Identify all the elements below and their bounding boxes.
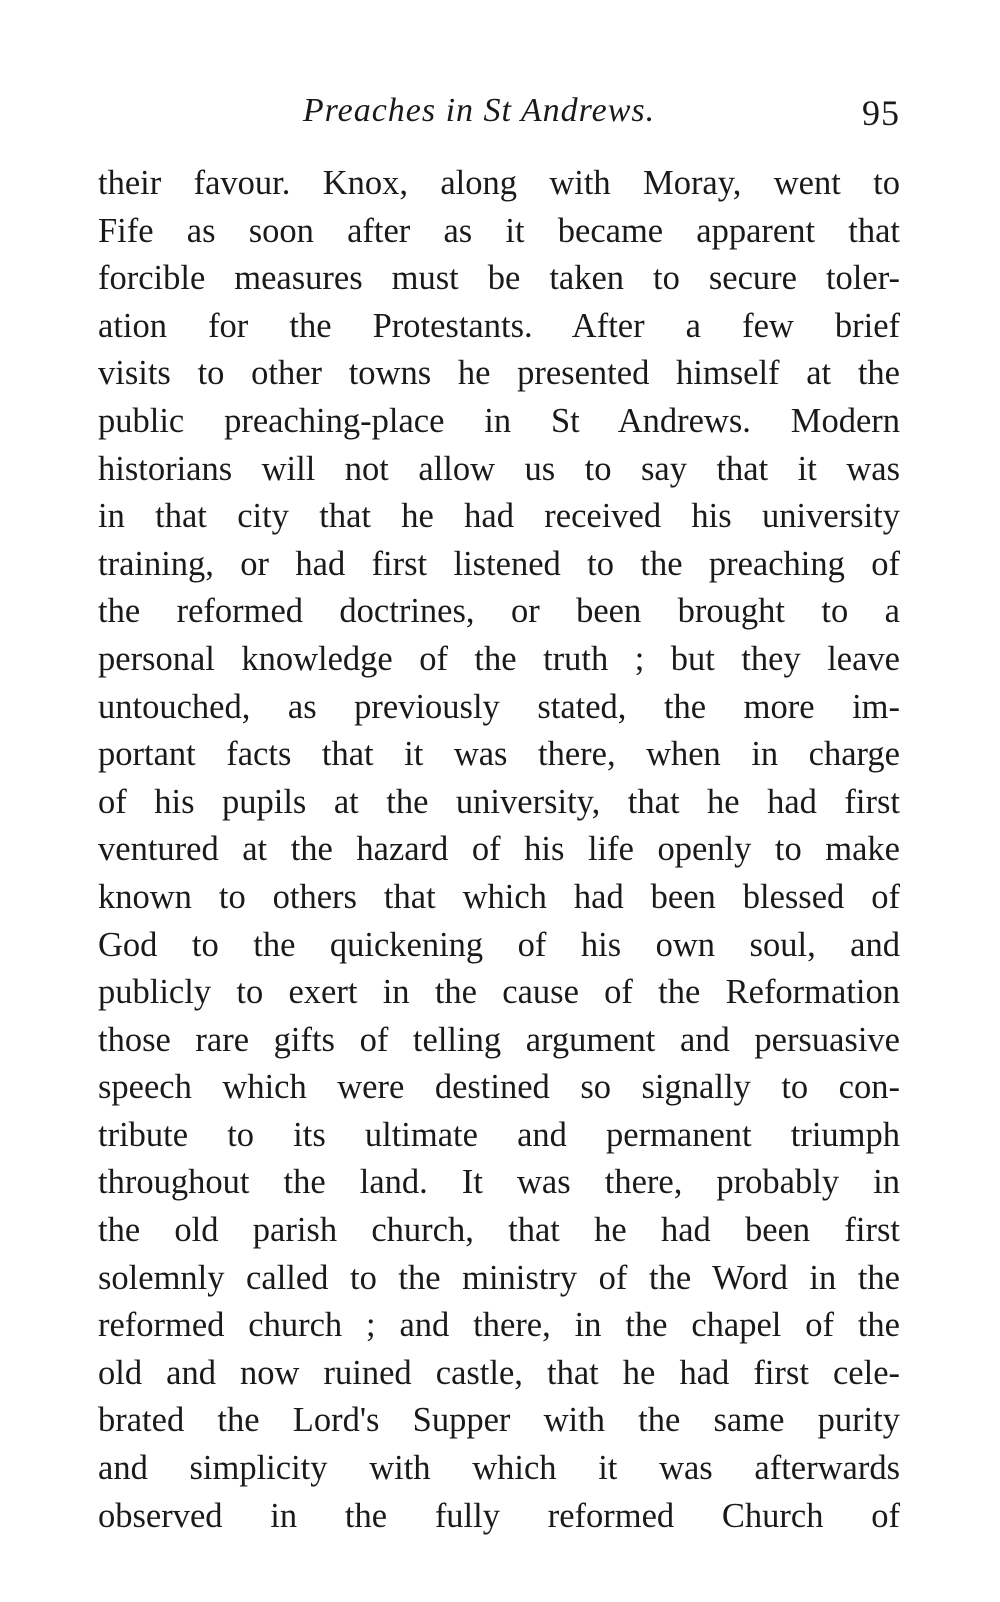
text-line: visits to other towns he presented himself at the: [98, 354, 900, 393]
text-line: throughout the land. It was there, probably in: [98, 1163, 900, 1202]
text-line: their favour. Knox, along with Moray, went to: [98, 164, 900, 202]
text-line: the old parish church, that he had been first: [98, 1211, 900, 1250]
text-line: in that city that he had received his university: [98, 497, 900, 536]
text-line: those rare gifts of telling argument and persuasive: [98, 1020, 900, 1059]
text-line: and simplicity with which it was afterwards: [98, 1449, 900, 1488]
page-number: 95: [862, 93, 900, 133]
text-line: speech which were destined so signally to con-: [98, 1068, 900, 1107]
text-line: the reformed doctrines, or been brought to a: [98, 592, 900, 631]
text-line: public preaching-place in St Andrews. Modern: [98, 401, 900, 440]
text-line: tribute to its ultimate and permanent triumph: [98, 1115, 900, 1154]
text-line: God to the quickening of his own soul, and: [98, 925, 900, 964]
text-line: brated the Lord's Supper with the same purity: [98, 1401, 900, 1440]
text-line: observed in the fully reformed Church of: [98, 1496, 900, 1535]
text-line: personal knowledge of the truth ; but they leave: [98, 639, 900, 678]
text-line: publicly to exert in the cause of the Reformation: [98, 973, 900, 1012]
text-line: portant facts that it was there, when in charge: [98, 735, 900, 774]
running-title: Preaches in St Andrews.: [302, 92, 656, 129]
text-line: solemnly called to the ministry of the Word in the: [98, 1258, 900, 1297]
text-line: historians will not allow us to say that it was: [98, 449, 900, 488]
text-line: known to others that which had been blessed of: [98, 877, 900, 916]
text-line: training, or had first listened to the preaching of: [98, 544, 900, 583]
running-head: [98, 92, 900, 142]
text-line: of his pupils at the university, that he had first: [98, 782, 900, 821]
body-text: [98, 160, 900, 1540]
text-line: old and now ruined castle, that he had first cele-: [98, 1353, 900, 1392]
text-line: forcible measures must be taken to secure toler-: [98, 259, 900, 298]
text-line: untouched, as previously stated, the more im-: [98, 687, 900, 726]
text-line: ventured at the hazard of his life openly to make: [98, 830, 900, 869]
text-line: Fife as soon after as it became apparent that: [98, 211, 900, 250]
text-line: ation for the Protestants. After a few brief: [98, 306, 900, 345]
text-line: reformed church ; and there, in the chapel of the: [98, 1306, 900, 1345]
